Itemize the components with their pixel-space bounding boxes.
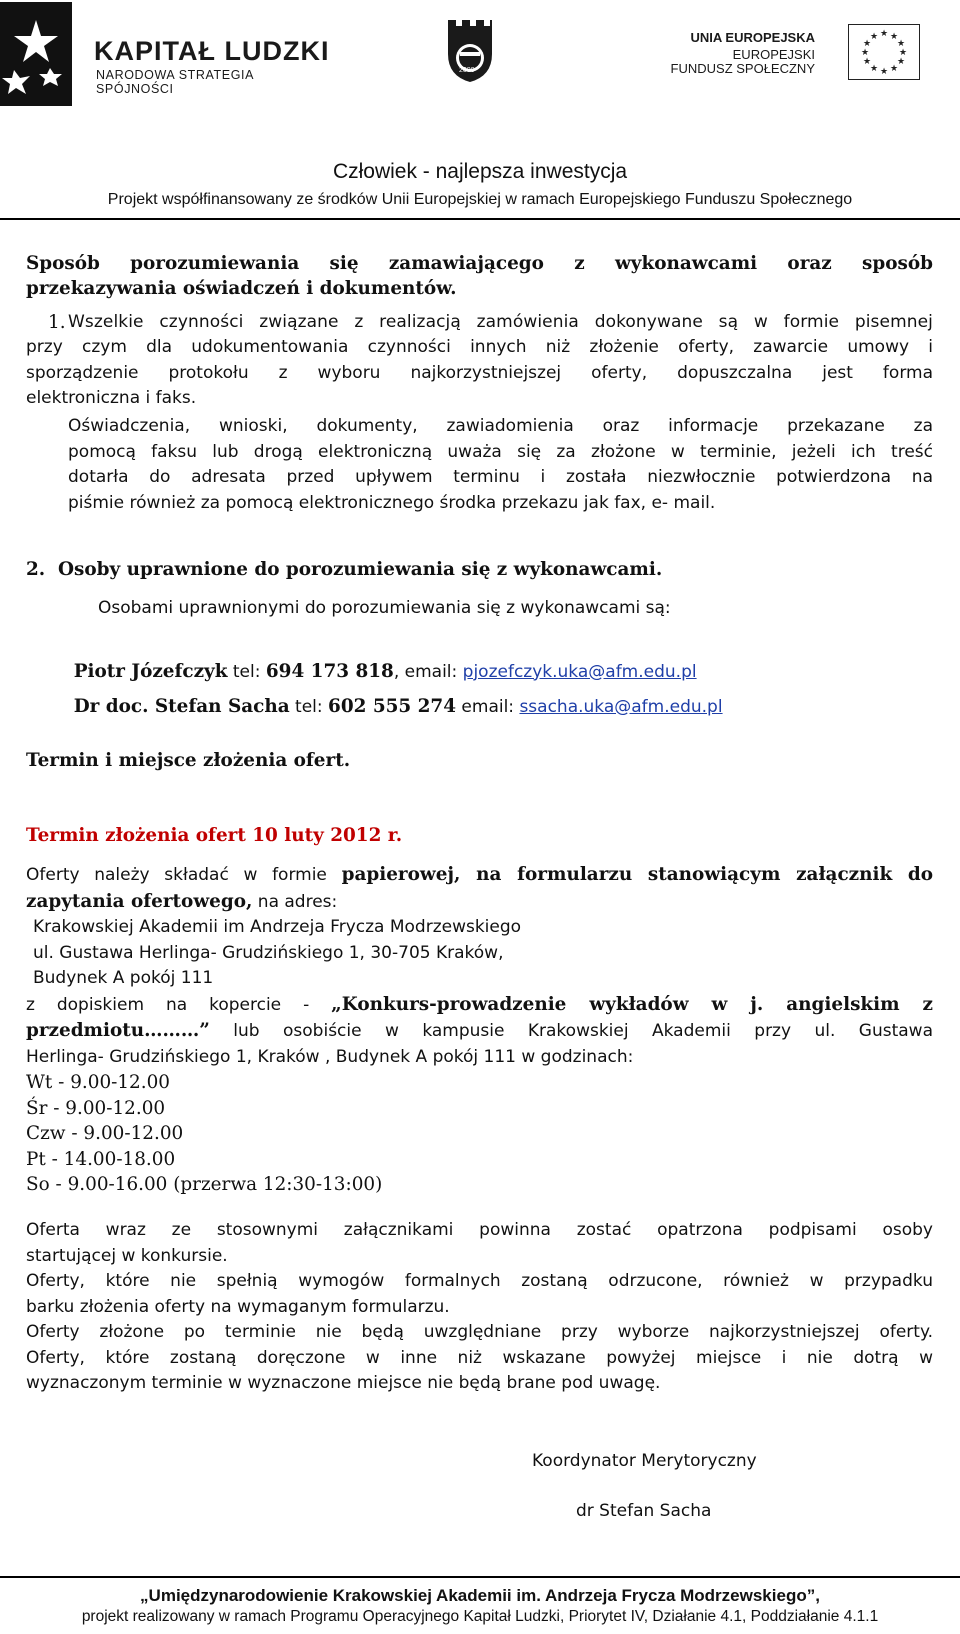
svg-text:★: ★ bbox=[889, 64, 899, 74]
contact-email-link[interactable]: ssacha.uka@afm.edu.pl bbox=[519, 696, 723, 717]
eu-line-2: EUROPEJSKI bbox=[732, 47, 815, 62]
closing-line: wyznaczonym terminie w wyznaczone miejsce nie będą brane pod uwagę. bbox=[26, 1373, 661, 1393]
closing-line: Oferty, które zostaną doręczone w inne niż wskazane powyżej miejsce i nie dotrą w bbox=[26, 1347, 933, 1368]
hours-line: Czw - 9.00-12.00 bbox=[26, 1123, 184, 1144]
address-line: Krakowskiej Akademii im Andrzeja Frycza Modrzewskiego bbox=[33, 917, 522, 937]
envelope-line-1 bbox=[26, 992, 933, 1019]
svg-text:★: ★ bbox=[869, 32, 879, 42]
envelope-line-3: Herlinga- Grudzińskiego 1, Kraków , Budynek A pokój 111 w godzinach: bbox=[26, 1046, 634, 1067]
contact-email-link[interactable]: pjozefczyk.uka@afm.edu.pl bbox=[462, 661, 697, 682]
closing-line: Oferty złożone po terminie nie będą uwzględniane przy wyborze najkorzystniejszej oferty. bbox=[26, 1322, 933, 1342]
deadline-date: Termin złożenia ofert 10 luty 2012 r. bbox=[26, 825, 403, 846]
item-1-number: 1. bbox=[48, 312, 66, 333]
contact-email-label: email: bbox=[456, 696, 520, 717]
svg-text:★: ★ bbox=[860, 48, 870, 58]
section-heading-contacts: 2. Osoby uprawnione do porozumiewania się z wykonawcami. bbox=[26, 559, 663, 580]
footer-divider bbox=[0, 1576, 960, 1578]
paragraph-line: pomocą faksu lub drogą elektroniczną uważa się za złożone w terminie, jeżeli ich treść bbox=[68, 441, 933, 462]
section-heading-deadline: Termin i miejsce złożenia ofert. bbox=[26, 750, 351, 771]
footer-project-title: „Umiędzynarodowienie Krakowskiej Akademii im. Andrzeja Frycza Modrzewskiego”, bbox=[140, 1586, 820, 1605]
academy-seal bbox=[445, 16, 495, 84]
kapital-ludzki-title: KAPITAŁ LUDZKI bbox=[94, 36, 330, 66]
eu-line-1: UNIA EUROPEJSKA bbox=[690, 30, 815, 45]
envelope-plain: z dopiskiem na kopercie - bbox=[26, 994, 332, 1015]
contacts-intro: Osobami uprawnionymi do porozumiewania się z wykonawcami są: bbox=[98, 598, 671, 618]
offer-bold: papierowej, na formularzu stanowiącym załącznik do bbox=[341, 864, 933, 885]
contact-email-label: , email: bbox=[393, 661, 463, 682]
kapital-ludzki-subtitle: NARODOWA STRATEGIA SPÓJNOŚCI bbox=[96, 68, 254, 96]
signature-name: dr Stefan Sacha bbox=[576, 1501, 712, 1521]
svg-text:★: ★ bbox=[889, 32, 899, 42]
contact-tel-label: tel: bbox=[227, 661, 266, 682]
signature-role: Koordynator Merytoryczny bbox=[532, 1451, 757, 1471]
svg-text:★: ★ bbox=[896, 39, 906, 49]
hours-line: Wt - 9.00-12.00 bbox=[26, 1072, 171, 1093]
svg-text:★: ★ bbox=[869, 64, 879, 74]
item-1-line: sporządzenie protokołu z wyboru najkorzystniejszej oferty, dopuszczalna jest forma bbox=[26, 362, 933, 383]
eu-flag-icon bbox=[848, 24, 920, 80]
hours-line: Pt - 14.00-18.00 bbox=[26, 1148, 176, 1170]
paragraph-line: dotarła do adresata przed upływem terminu i została niezwłocznie potwierdzona na bbox=[68, 467, 933, 487]
item-1-line: przy czym dla udokumentowania czynności innych niż złożenie oferty, zawarcie umowy i bbox=[26, 337, 933, 357]
footer-program-info: projekt realizowany w ramach Programu Operacyjnego Kapitał Ludzki, Priorytet IV, Działanie 4.1, Poddziałanie 4.1.1 bbox=[81, 1608, 879, 1625]
contact-tel-label: tel: bbox=[289, 696, 329, 717]
envelope-bold-2: przedmiotu………” bbox=[26, 1020, 210, 1041]
header-slogan: Człowiek - najlepsza inwestycja bbox=[332, 160, 628, 183]
offer-line-1 bbox=[26, 862, 933, 889]
contact-2 bbox=[62, 668, 723, 720]
section-heading-communication-cont: przekazywania oświadczeń i dokumentów. bbox=[26, 278, 457, 299]
section-heading-communication bbox=[26, 251, 933, 277]
offer-bold-2: zapytania ofertowego, bbox=[26, 890, 253, 912]
envelope-plain-2: lub osobiście w kampusie Krakowskiej Akademii przy ul. Gustawa bbox=[209, 1021, 933, 1041]
closing-line: barku złożenia oferty na wymaganym formularzu. bbox=[26, 1296, 450, 1317]
svg-text:★: ★ bbox=[862, 39, 872, 49]
header-divider bbox=[0, 218, 960, 220]
address-line: ul. Gustawa Herlinga- Grudzińskiego 1, 30-705 Kraków, bbox=[33, 942, 504, 963]
closing-line: startującej w konkursie. bbox=[26, 1245, 228, 1266]
offer-plain-2: na adres: bbox=[252, 891, 338, 912]
eu-logo-block bbox=[660, 26, 920, 86]
contact-name: Piotr Józefczyk bbox=[73, 660, 228, 682]
contact-phone: 602 555 274 bbox=[328, 695, 457, 717]
academy-seal-year: 2000 bbox=[459, 67, 475, 74]
contact-name: Dr doc. Stefan Sacha bbox=[73, 695, 290, 717]
address-line: Budynek A pokój 111 bbox=[33, 968, 214, 988]
item-1-text bbox=[68, 310, 933, 336]
kapital-ludzki-emblem-icon bbox=[0, 2, 72, 106]
closing-line: Oferty, które nie spełnią wymogów formalnych zostaną odrzucone, również w przypadku bbox=[26, 1271, 933, 1291]
item-1-line: elektroniczna i faks. bbox=[26, 388, 197, 408]
paragraph-statements bbox=[68, 414, 933, 516]
svg-text:★: ★ bbox=[898, 48, 908, 58]
header-cofinancing: Projekt współfinansowany ze środków Unii Europejskiej w ramach Europejskiego Funduszu Społecznego bbox=[107, 191, 853, 208]
heading-line-1: Sposób porozumiewania się zamawiającego z wykonawcami oraz sposób bbox=[26, 253, 933, 274]
envelope-line-2 bbox=[26, 1018, 933, 1045]
kapital-ludzki-logo bbox=[0, 0, 330, 110]
svg-text:★: ★ bbox=[879, 67, 889, 77]
eu-line-3: FUNDUSZ SPOŁECZNY bbox=[670, 61, 815, 76]
paragraph-line: Oświadczenia, wnioski, dokumenty, zawiadomienia oraz informacje przekazane za bbox=[68, 416, 933, 436]
svg-text:★: ★ bbox=[896, 57, 906, 67]
hours-line: Śr - 9.00-12.00 bbox=[26, 1097, 166, 1119]
item-1-line: Wszelkie czynności związane z realizacją zamówienia dokonywane są w formie pisemnej bbox=[68, 312, 933, 332]
offer-plain: Oferty należy składać w formie bbox=[26, 865, 342, 885]
offer-line-2 bbox=[26, 889, 933, 916]
svg-text:★: ★ bbox=[862, 57, 872, 67]
closing-notes bbox=[26, 1218, 933, 1397]
offer-instructions bbox=[26, 862, 933, 1198]
contact-phone: 694 173 818 bbox=[265, 660, 394, 682]
svg-text:★: ★ bbox=[879, 29, 889, 39]
paragraph-line: piśmie również za pomocą elektronicznego środka przekazu jak fax, e- mail. bbox=[68, 492, 716, 513]
item-1-continuation bbox=[26, 335, 933, 412]
hours-line: So - 9.00-16.00 (przerwa 12:30-13:00) bbox=[26, 1174, 383, 1195]
envelope-bold: „Konkurs-prowadzenie wykładów w j. angielskim z bbox=[331, 993, 934, 1015]
closing-line: Oferta wraz ze stosownymi załącznikami powinna zostać opatrzona podpisami osoby bbox=[26, 1220, 933, 1240]
